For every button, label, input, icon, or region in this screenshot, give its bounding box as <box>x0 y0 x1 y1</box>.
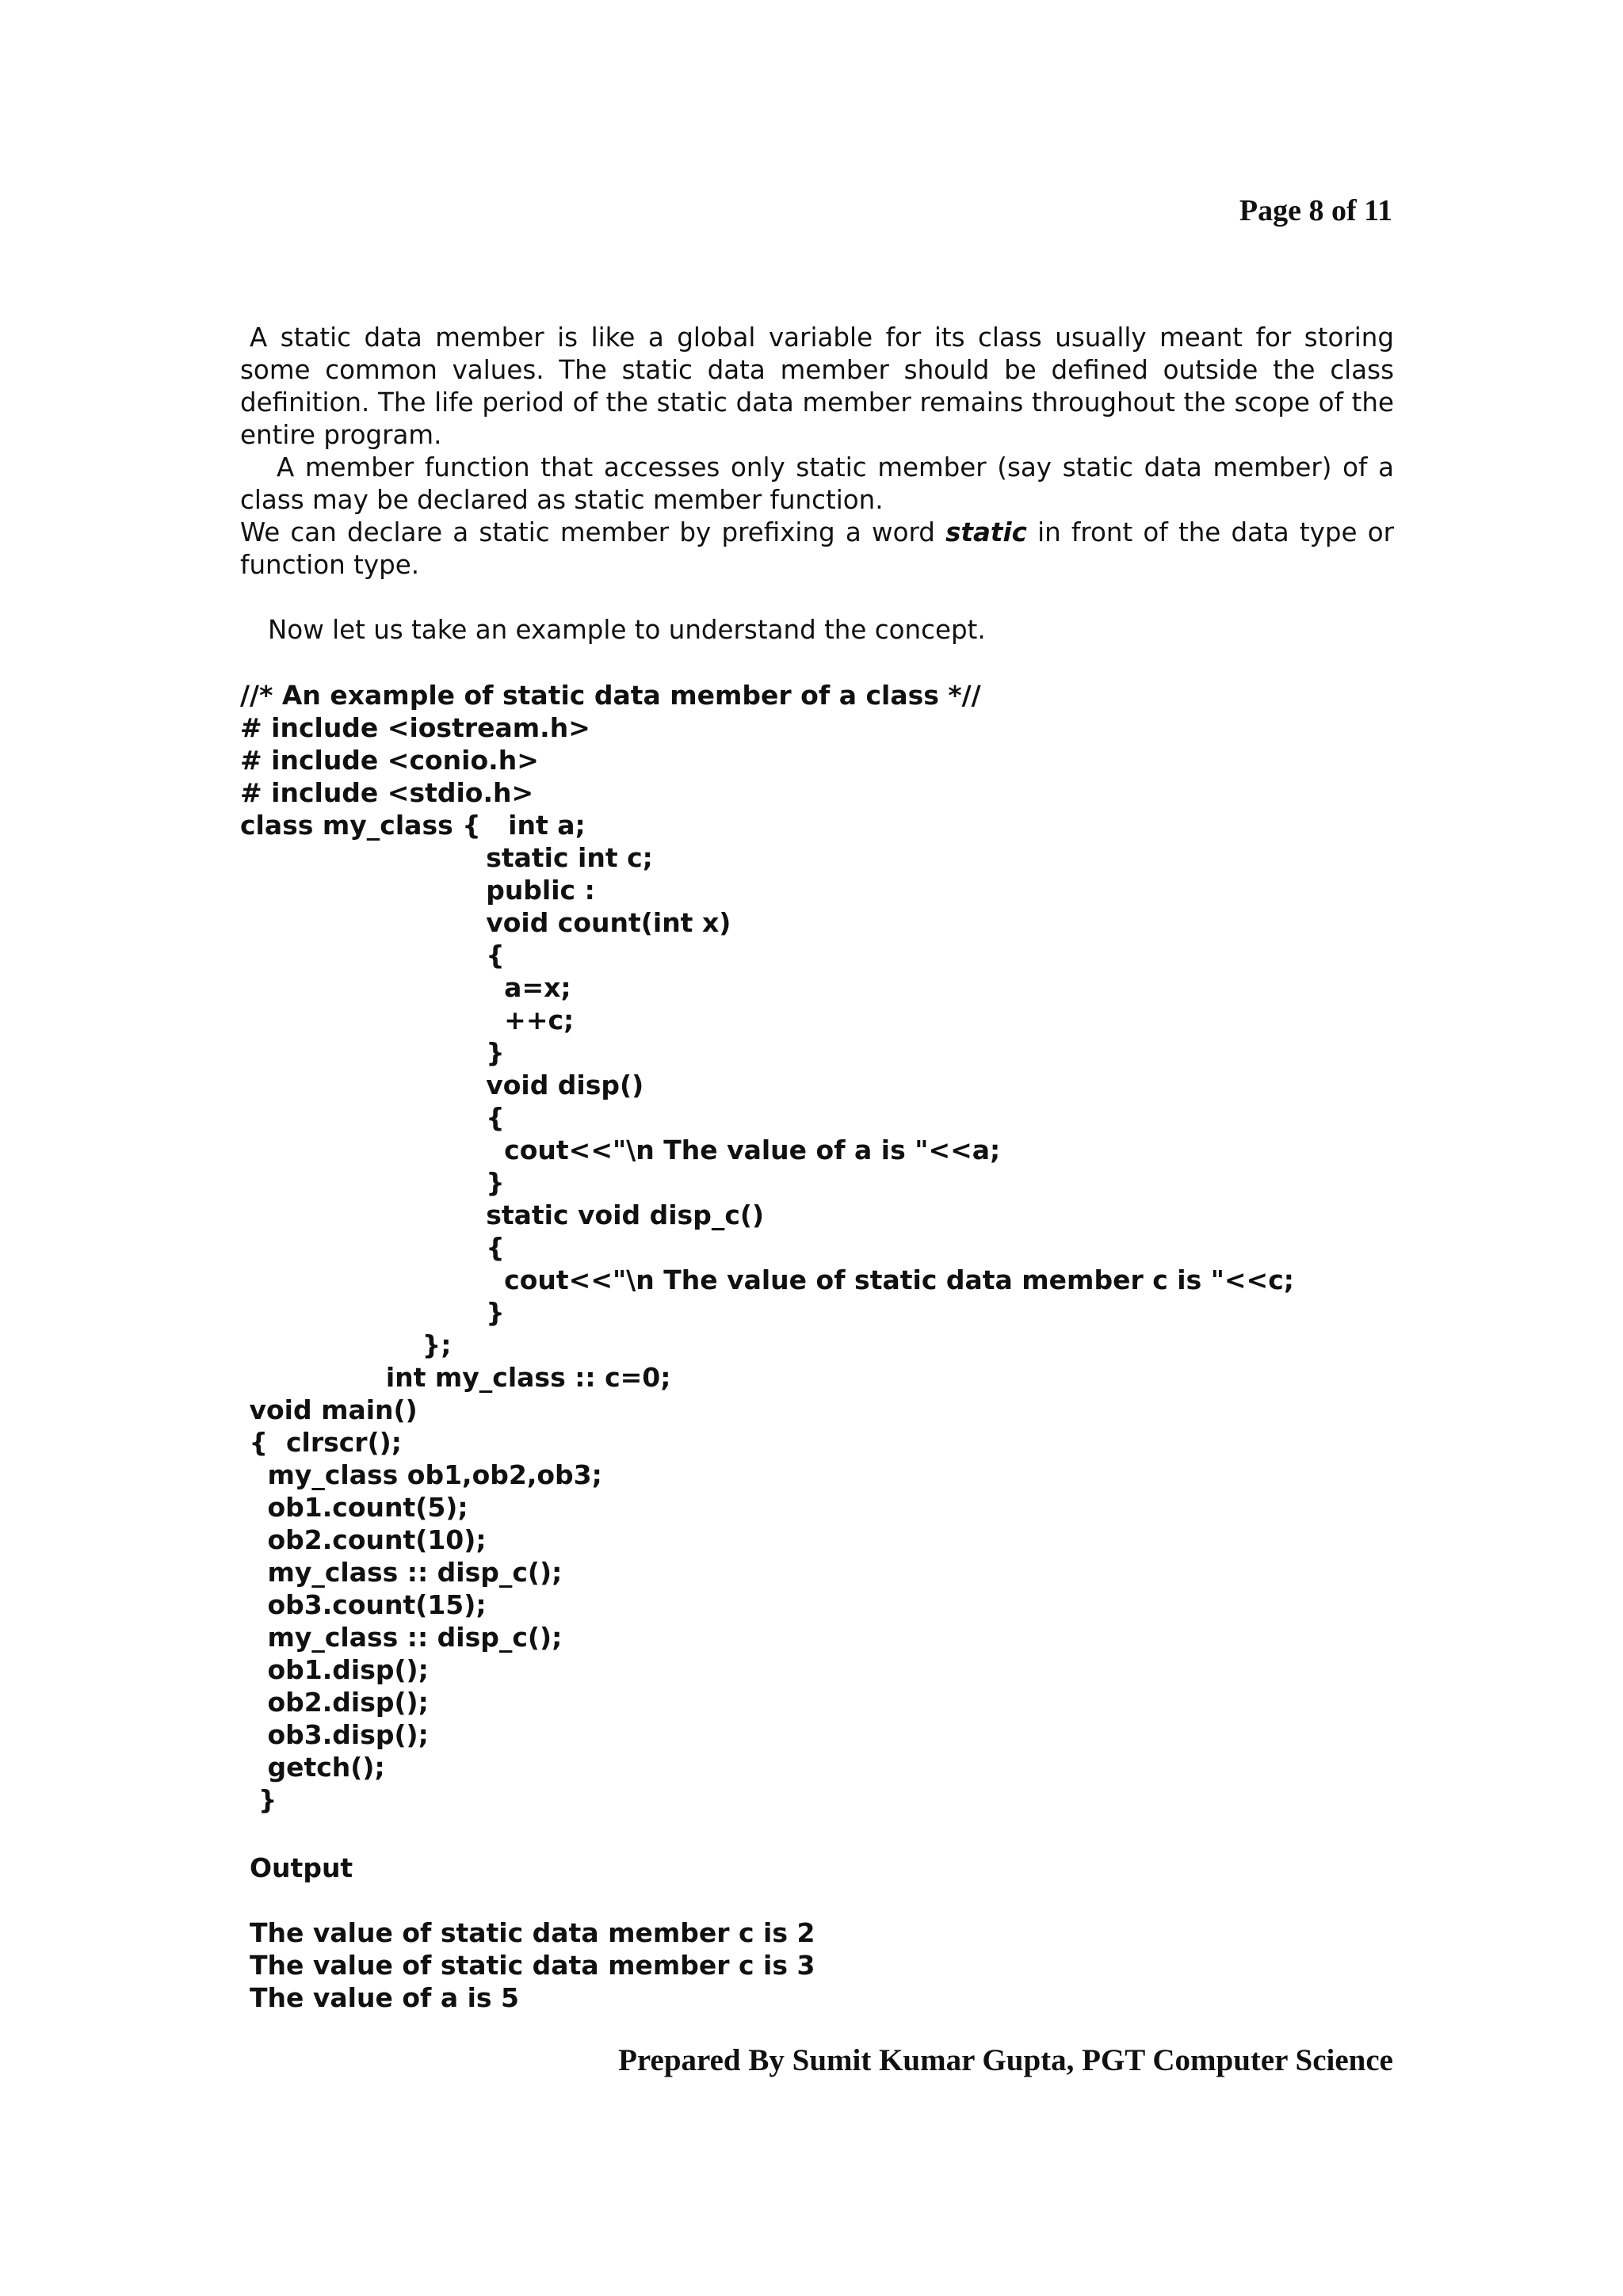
paragraph-static-keyword-before: We can declare a static member by prefixing a word <box>240 517 946 547</box>
output-line: The value of static data member c is 2 <box>250 1917 815 1948</box>
output-gap <box>250 1884 815 1917</box>
paragraph-static-keyword-after: in front of the data type or function type. <box>240 517 1394 580</box>
code-line: } <box>240 1297 505 1328</box>
code-line: { clrscr(); <box>240 1427 402 1458</box>
code-line: } <box>240 1784 277 1815</box>
code-line: { <box>240 1232 505 1263</box>
output-line: The value of a is 5 <box>250 1982 520 2013</box>
code-line: int my_class :: c=0; <box>240 1362 671 1393</box>
page-number: Page 8 of 11 <box>1239 194 1392 227</box>
code-line: ob3.count(15); <box>240 1589 487 1620</box>
code-line: void main() <box>240 1394 418 1425</box>
code-line: cout<<"\n The value of static data member c is "<<c; <box>240 1264 1294 1295</box>
output-heading: Output <box>250 1852 353 1883</box>
code-line: my_class :: disp_c(); <box>240 1557 563 1588</box>
output-section <box>250 1852 815 2014</box>
code-line: static int c; <box>240 842 653 873</box>
paragraph-static-data-member: A static data member is like a global variable for its class usually meant for storing some common values. The static data member should be defined outside the class definition. The life period of the static data member remains throughout the scope of the entire program. <box>240 322 1394 450</box>
code-line: class my_class { int a; <box>240 810 586 841</box>
code-line: ob2.disp(); <box>240 1687 429 1718</box>
code-line: a=x; <box>240 972 571 1003</box>
paragraph-static-keyword <box>240 517 1394 582</box>
code-listing <box>240 679 1294 1816</box>
code-line: { <box>240 1102 505 1133</box>
code-line: getch(); <box>240 1752 385 1783</box>
code-line: # include <iostream.h> <box>240 712 590 743</box>
code-line: ob2.count(10); <box>240 1524 487 1555</box>
code-line: ob1.disp(); <box>240 1654 429 1685</box>
body-text <box>240 322 1394 646</box>
code-line: cout<<"\n The value of a is "<<a; <box>240 1135 1001 1165</box>
code-line: } <box>240 1037 505 1068</box>
code-line: void disp() <box>240 1070 644 1100</box>
code-line: //* An example of static data member of a class *// <box>240 680 981 711</box>
paragraph-static-member-function: A member function that accesses only static member (say static data member) of a class may be declared as static member function. <box>240 452 1394 515</box>
code-line: static void disp_c() <box>240 1199 765 1230</box>
code-line: # include <stdio.h> <box>240 777 534 808</box>
code-line: ob3.disp(); <box>240 1719 429 1750</box>
code-line: }; <box>240 1329 452 1360</box>
code-line: my_class ob1,ob2,ob3; <box>240 1459 602 1490</box>
code-line: # include <conio.h> <box>240 745 539 776</box>
code-line: void count(int x) <box>240 907 731 938</box>
code-line: my_class :: disp_c(); <box>240 1622 563 1653</box>
code-line: ob1.count(5); <box>240 1492 468 1523</box>
static-keyword: static <box>945 517 1027 547</box>
output-line: The value of static data member c is 3 <box>250 1950 815 1981</box>
paragraph-gap <box>240 582 1394 614</box>
code-line: { <box>240 940 505 971</box>
code-line: public : <box>240 875 595 906</box>
example-intro: Now let us take an example to understand the concept. <box>268 615 986 645</box>
code-line: } <box>240 1167 505 1198</box>
code-line: ++c; <box>240 1005 575 1035</box>
footer-credit: Prepared By Sumit Kumar Gupta, PGT Computer Science <box>618 2043 1393 2077</box>
